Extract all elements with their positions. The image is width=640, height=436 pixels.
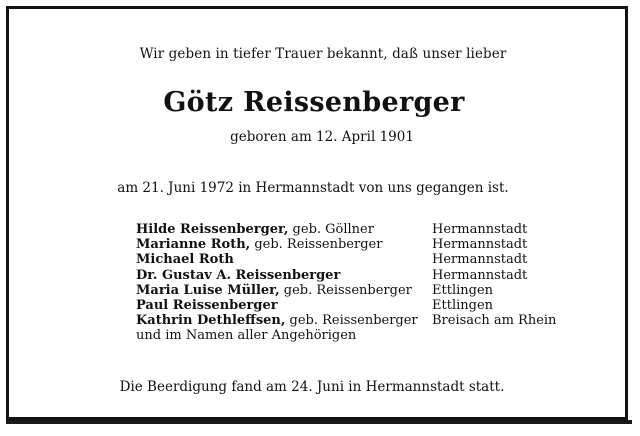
mourner-place: Hermannstadt [432, 252, 528, 268]
mourner-name: Paul Reissenberger [136, 297, 278, 313]
mourner-name: Dr. Gustav A. Reissenberger [136, 267, 341, 283]
mourner-row [136, 268, 576, 283]
deceased-name: Götz Reissenberger [163, 87, 465, 118]
mourner-name: Hilde Reissenberger, [136, 222, 289, 237]
intro-text: Wir geben in tiefer Trauer bekannt, daß unser lieber [139, 46, 507, 62]
mourner-place: Hermannstadt [432, 222, 528, 237]
mourner-row [136, 283, 576, 298]
mourner-detail: geb. Reissenberger [285, 313, 418, 329]
mourner-name: Michael Roth [136, 252, 234, 268]
mourner-detail: geb. Reissenberger [279, 282, 412, 298]
mourner-place: Ettlingen [432, 282, 494, 298]
mourner-row [136, 222, 576, 237]
mourner-row [136, 237, 576, 252]
mourner-place: Hermannstadt [432, 267, 528, 283]
family-closing-line: und im Namen aller Angehörigen [136, 328, 357, 344]
mourner-row [136, 252, 576, 267]
mourner-place: Breisach am Rhein [432, 313, 557, 329]
mourner-place: Ettlingen [432, 297, 494, 313]
mourner-name: Kathrin Dethleffsen, [136, 313, 286, 329]
mourner-row [136, 313, 576, 328]
mourner-name: Marianne Roth, [136, 237, 251, 253]
mourner-detail: geb. Reissenberger [250, 237, 383, 253]
border-shadow [6, 420, 632, 424]
mourner-row [136, 298, 576, 313]
mourner-detail: geb. Göllner [288, 222, 374, 237]
obituary-notice [6, 6, 628, 420]
mourners-list [136, 222, 576, 344]
mourner-name: Maria Luise Müller, [136, 282, 280, 298]
mourner-place: Hermannstadt [432, 237, 528, 253]
birth-date-line: geboren am 12. April 1901 [230, 129, 414, 145]
funeral-notice-line: Die Beerdigung fand am 24. Juni in Hermannstadt statt. [119, 379, 505, 395]
death-date-line: am 21. Juni 1972 in Hermannstadt von uns gegangen ist. [117, 180, 509, 196]
